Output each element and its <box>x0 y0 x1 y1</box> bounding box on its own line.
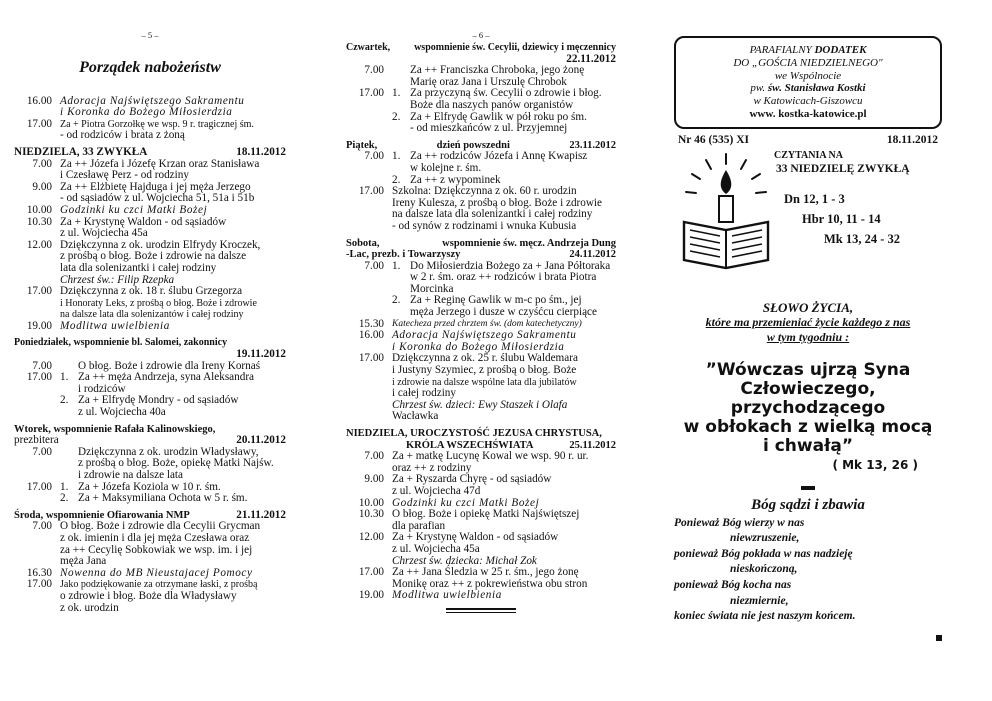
schedule-line <box>14 568 286 580</box>
gospel-quote <box>674 361 942 456</box>
schedule-time <box>346 112 392 124</box>
schedule-time <box>14 251 60 263</box>
schedule-text: Za ++ Jana Śledzia w 25 r. śm., jego żonę <box>392 566 579 579</box>
schedule-text: Adoracja Najświętszego Sakramentu <box>60 94 245 107</box>
day-entries <box>346 451 616 602</box>
schedule-time: 7.00 <box>32 157 52 170</box>
schedule-text: Wacławka <box>392 410 439 423</box>
page-number: – 6 – <box>472 30 490 40</box>
schedule-time <box>14 395 60 407</box>
issue-number: Nr 46 (535) XI <box>678 133 750 146</box>
end-square <box>936 635 942 641</box>
poem-line: ponieważ Bóg kocha nas <box>674 578 792 591</box>
candle-bible-icon <box>678 150 774 270</box>
schedule-text: z ok. urodzin <box>60 601 119 614</box>
schedule-text: Dziękczynna z ok. urodzin Elfrydy Kroczek, <box>60 238 261 251</box>
schedule-text: Za ++ Józefa i Józefę Krzan oraz Stanisława <box>60 157 260 170</box>
poem-line: koniec świata nie jest naszym końcem. <box>674 610 856 623</box>
schedule-line <box>346 590 616 602</box>
schedule-time: 7.00 <box>32 520 52 533</box>
day-date: 22.11.2012 <box>566 52 616 65</box>
day-heading: Poniedziałek, wspomnienie bl. Salomei, zakonnicy <box>14 337 228 349</box>
word-of-life: SŁOWO ŻYCIA, które ma przemieniać życie każdego z nas w tym tygodniu : <box>705 300 911 345</box>
schedule-number: 2. <box>392 110 401 123</box>
schedule-line <box>346 186 616 198</box>
schedule-text: Za + Piotra Gorzołkę we wsp. 9 r. tragicznej śm. <box>60 118 254 130</box>
schedule-text: Modlitwa uwielbienia <box>392 589 502 602</box>
reading-3: Mk 13, 24 - 32 <box>824 232 901 247</box>
day-subheading: -Lac, prezb. i Towarzyszy 24.11.2012 <box>346 249 616 261</box>
schedule-text: Za + Reginę Gawlik w m-c po śm., jej <box>410 294 582 307</box>
schedule-line <box>14 228 286 240</box>
schedule-number <box>392 123 410 135</box>
quote-line: i chwałą” <box>762 436 854 457</box>
schedule-time <box>14 603 60 615</box>
schedule-number: 1. <box>392 150 401 163</box>
schedule-line <box>346 411 616 423</box>
schedule-time: 17.00 <box>358 566 384 579</box>
schedule-number: 2. <box>60 492 69 505</box>
schedule-text: Modlitwa uwielbienia <box>60 319 170 332</box>
schedule-time <box>346 486 392 498</box>
schedule-time: 7.00 <box>364 150 384 163</box>
schedule-text: Ireny Kulesza, z prośbą o błog. Boże i zdrowie <box>392 196 603 209</box>
schedule-line <box>14 107 286 119</box>
schedule-text: i Justyny Szymiec, z prośbą o błog. Boże <box>392 364 577 377</box>
day-entries <box>346 319 616 423</box>
schedule-number: 1. <box>392 259 401 272</box>
schedule-text: i zdrowie na dalsze wspólne lata dla jubilatów <box>392 376 577 388</box>
schedule-time: 12.00 <box>26 238 52 251</box>
schedule-text: O błog. Boże i zdrowie dla Cecylii Grycman <box>60 520 261 533</box>
poem-line: Ponieważ Bóg wierzy w nas <box>674 516 805 529</box>
schedule-text: z ul. Wojciecha 40a <box>78 406 166 419</box>
poem <box>674 516 942 625</box>
poem-line: ponieważ Bóg pokłada w nas nadzieję <box>674 547 853 560</box>
schedule-time: 19.00 <box>358 589 384 602</box>
schedule-text: Za ++ z wypominek <box>410 173 501 186</box>
reading-1: Dn 12, 1 - 3 <box>784 192 845 207</box>
schedule-time: 7.00 <box>32 445 52 458</box>
schedule-time: 19.00 <box>26 319 52 332</box>
schedule-time: 7.00 <box>364 450 384 463</box>
schedule-line <box>346 474 616 486</box>
poem-line: niezmiernie, <box>730 594 789 607</box>
schedule-line <box>346 544 616 556</box>
schedule-time <box>14 298 60 310</box>
masthead-line <box>680 95 936 108</box>
left-column <box>14 30 286 614</box>
schedule-text: i Czesławę Perz - od rodziny <box>60 169 189 182</box>
schedule-time: 7.00 <box>364 259 384 272</box>
schedule-time <box>346 209 392 221</box>
schedule-time: 17.00 <box>26 371 52 384</box>
schedule-text: Za + matkę Lucynę Kowal we wsp. 90 r. ur. <box>392 450 589 463</box>
schedule-line <box>14 205 286 217</box>
day-subheading: KRÓLA WSZECHŚWIATA 25.11.2012 <box>406 439 616 451</box>
schedule-number <box>392 100 410 112</box>
schedule-line <box>14 286 286 298</box>
schedule-line <box>14 263 286 275</box>
schedule-text: Do Miłosierdzia Bożego za + Jana Półtoraka <box>410 259 611 272</box>
schedule-number <box>392 307 410 319</box>
schedule-time: 17.00 <box>26 117 52 130</box>
masthead-line <box>680 82 936 95</box>
day-subheading: prezbitera 20.11.2012 <box>14 434 286 447</box>
readings-subtitle: 33 NIEDZIELĘ ZWYKŁĄ <box>776 163 910 176</box>
schedule-line <box>14 321 286 333</box>
schedule-text: na dalsze lata dla solenizantki i całej rodziny <box>392 208 593 221</box>
schedule-line <box>346 400 616 412</box>
schedule-time: 7.00 <box>32 359 52 372</box>
schedule-time: 15.30 <box>358 317 384 330</box>
day-entries <box>346 186 616 232</box>
schedule-number <box>60 407 78 419</box>
schedule-number <box>392 65 410 77</box>
schedule-text: - od mieszkańców z ul. Przyjemnej <box>410 122 568 135</box>
schedule-text: Boże dla naszych panów organistów <box>410 98 574 111</box>
schedule-time <box>346 284 392 296</box>
schedule-line <box>14 130 286 142</box>
schedule-line <box>346 123 616 135</box>
schedule-time <box>346 411 392 423</box>
masthead-box <box>674 36 942 129</box>
schedule-time <box>14 170 60 182</box>
schedule-time <box>14 556 60 568</box>
schedule-time <box>346 272 392 284</box>
schedule-number: 1. <box>392 87 401 100</box>
day-entries <box>346 261 616 319</box>
schedule-text: Chrzest św. dzieci: Ewy Staszek i Olafa <box>392 398 568 411</box>
schedule-text: Adoracja Najświętszego Sakramentu <box>392 329 577 342</box>
schedule-line <box>346 221 616 233</box>
day-heading: Środa, wspomnienie Ofiarowania NMP 21.11.2012 <box>14 508 286 521</box>
day-heading: NIEDZIELA, UROCZYSTOŚĆ JEZUSA CHRYSTUSA, <box>346 428 602 439</box>
day-heading: Sobota, wspomnienie św. męcz. Andrzeja Dung <box>346 237 616 249</box>
schedule-line <box>346 100 616 112</box>
schedule-text: Marię oraz Jana i Urszulę Chrobok <box>410 75 567 88</box>
schedule-line <box>14 217 286 229</box>
schedule-line <box>14 470 286 482</box>
masthead-bold: DODATEK <box>814 44 867 56</box>
quote-line: Człowieczego, przychodzącego <box>730 379 886 419</box>
schedule-text: O błog. Boże i opiekę Matki Najświętszej <box>392 508 580 521</box>
schedule-time: 9.00 <box>32 180 52 193</box>
schedule-text: o zdrowie i błog. Boże dla Władysławy <box>60 589 237 602</box>
section-title: Porządek nabożeństw <box>79 59 221 76</box>
schedule-time <box>346 544 392 556</box>
schedule-text: dla parafian <box>392 519 446 532</box>
schedule-text: O błog. Boże i zdrowie dla Ireny Kornaś <box>78 359 261 372</box>
schedule-number <box>392 272 410 284</box>
schedule-text: Za ++ Franciszka Chroboka, jego żonę <box>410 64 585 77</box>
reading-2: Hbr 10, 11 - 14 <box>802 212 881 227</box>
schedule-time: 17.00 <box>26 285 52 298</box>
schedule-line <box>346 486 616 498</box>
masthead-text: PARAFIALNY <box>749 44 815 56</box>
schedule-line <box>346 509 616 521</box>
schedule-time <box>346 388 392 400</box>
schedule-text: męża Jana <box>60 555 107 568</box>
schedule-time <box>14 470 60 482</box>
schedule-text: za ++ Cecylię Sobkowiak we wsp. im. i jej <box>60 543 253 556</box>
schedule-time: 16.00 <box>26 94 52 107</box>
schedule-text: Monikę oraz ++ z pokrewieństwa obu stron <box>392 577 588 590</box>
schedule-time: 17.00 <box>358 185 384 198</box>
schedule-text: z ul. Wojciecha 45a <box>392 542 480 555</box>
schedule-line <box>14 493 286 505</box>
schedule-line <box>346 307 616 319</box>
schedule-time: 10.30 <box>26 215 52 228</box>
schedule-number <box>60 447 78 459</box>
schedule-text: Za + Krystynę Waldon - od sąsiadów <box>392 531 559 544</box>
schedule-number <box>60 458 78 470</box>
schedule-line <box>346 272 616 284</box>
schedule-line <box>346 567 616 579</box>
day-entries <box>14 159 286 333</box>
schedule-text: z ul. Wojciecha 45a <box>60 227 148 240</box>
schedule-text: w 2 r. śm. oraz ++ rodziców i brata Piotra <box>410 271 597 284</box>
masthead-line <box>680 57 936 70</box>
schedule-time <box>346 400 392 412</box>
poem-title: Bóg sądzi i zbawia <box>751 496 865 513</box>
schedule-time: 7.00 <box>364 64 384 77</box>
schedule-time <box>14 228 60 240</box>
schedule-text: Za + Józefa Koziola w 10 r. śm. <box>78 480 221 493</box>
schedule-text: Za + Elfrydę Mondry - od sąsiadów <box>78 394 239 407</box>
schedule-time <box>346 295 392 307</box>
schedule-text: Dziękczynna z ok. 25 r. ślubu Waldemara <box>392 352 578 365</box>
schedule-time: 16.30 <box>26 566 52 579</box>
schedule-text: i Koronka do Bożego Miłosierdzia <box>60 106 233 119</box>
day-heading: NIEDZIELA, 33 ZWYKŁA 18.11.2012 <box>14 145 286 158</box>
schedule-time: 10.30 <box>358 508 384 521</box>
schedule-number <box>392 163 410 175</box>
poem-line: niewzruszenie, <box>730 532 800 545</box>
masthead-text: w Katowicach-Giszowcu <box>753 95 863 108</box>
schedule-time <box>346 198 392 210</box>
schedule-text: Za + Elfrydę Gawlik w pół roku po śm. <box>410 110 587 123</box>
schedule-text: z prośbą o błog. Boże i zdrowie na dalsze <box>60 250 247 263</box>
schedule-text: Za + Krystynę Waldon - od sąsiadów <box>60 215 227 228</box>
schedule-text: - od synów z rodzinami i wnuka Kubusia <box>392 219 577 232</box>
schedule-time <box>346 100 392 112</box>
masthead-line <box>680 44 936 57</box>
issue-date: 18.11.2012 <box>886 133 938 146</box>
middle-column <box>346 30 616 613</box>
schedule-line <box>346 365 616 377</box>
masthead-bold: www. kostka-katowice.pl <box>749 107 867 120</box>
schedule-text: Za + Maksymiliana Ochota w 5 r. śm. <box>78 492 248 505</box>
schedule-text: Szkolna: Dziękczynna z ok. 60 r. urodzin <box>392 185 577 198</box>
schedule-line <box>14 372 286 384</box>
masthead-text: pw. <box>750 82 768 95</box>
issue-line <box>674 135 942 147</box>
schedule-text: oraz ++ z rodziny <box>392 461 472 474</box>
schedule-text: Godzinki ku czci Matki Bożej <box>392 496 540 509</box>
schedule-time <box>346 307 392 319</box>
schedule-time <box>346 221 392 233</box>
readings-block <box>674 146 942 296</box>
schedule-time <box>14 384 60 396</box>
schedule-number: 1. <box>60 480 69 493</box>
day-entries <box>346 151 616 186</box>
schedule-text: męża Jerzego i dusze w czyśćcu cierpiące <box>410 306 597 319</box>
schedule-time <box>14 130 60 142</box>
schedule-text: Dziękczynna z ok. urodzin Władysławy, <box>78 445 259 458</box>
schedule-line <box>14 533 286 545</box>
schedule-line <box>14 170 286 182</box>
schedule-text: Chrzest św. dziecka: Michał Zok <box>392 554 537 567</box>
schedule-number: 1. <box>60 371 69 384</box>
schedule-time <box>14 263 60 275</box>
schedule-text: i Honoraty Leks, z prośbą o błog. Boże i zdrowie <box>60 297 257 309</box>
schedule-number: 2. <box>392 173 401 186</box>
schedule-time: 17.00 <box>358 87 384 100</box>
right-column <box>674 36 942 625</box>
schedule-text: Nowenna do MB Nieustajacej Pomocy <box>60 566 253 579</box>
schedule-number <box>60 470 78 482</box>
schedule-time: 12.00 <box>358 531 384 544</box>
schedule-time: 10.00 <box>26 203 52 216</box>
schedule-time: 16.00 <box>358 329 384 342</box>
schedule-text: lata dla solenizantki i całej rodziny <box>60 261 217 274</box>
schedule-text: Za ++ Elżbietę Hajduga i jej męża Jerzego <box>60 180 251 193</box>
schedule-line <box>14 556 286 568</box>
schedule-text: z ok. imienin i dla jej męża Czesława oraz <box>60 531 250 544</box>
day-heading: Piątek, dzień powszedni 23.11.2012 <box>346 139 616 151</box>
schedule-text: i całej rodziny <box>392 387 456 400</box>
schedule-time <box>346 377 392 389</box>
schedule-text: i rodziców <box>78 382 126 395</box>
schedule-line <box>346 377 616 389</box>
schedule-time <box>346 123 392 135</box>
quote-line: w obłokach z wielką mocą <box>683 417 933 438</box>
schedule-time <box>14 533 60 545</box>
schedule-text: na dalsze lata dla solenizantów i całej rodziny <box>60 309 244 321</box>
day-entries <box>14 447 286 505</box>
schedule-time: 9.00 <box>364 473 384 486</box>
schedule-time <box>14 407 60 419</box>
intro-entries <box>14 96 286 142</box>
schedule-number: 2. <box>60 394 69 407</box>
schedule-time <box>14 591 60 603</box>
schedule-line <box>346 451 616 463</box>
schedule-text: z prośbą o błog. Boże, opiekę Matki Najśw. <box>78 457 274 470</box>
schedule-line <box>346 532 616 544</box>
schedule-line <box>14 298 286 310</box>
masthead-bold: św. Stanisława Kostki <box>767 82 866 95</box>
schedule-text: Za przyczyną św. Cecylii o zdrowie i błog. <box>410 87 602 100</box>
schedule-text: Za + Ryszarda Chyrę - od sąsiadów <box>392 473 552 486</box>
double-rule-divider <box>446 608 516 613</box>
schedule-time <box>14 458 60 470</box>
schedule-line <box>14 407 286 419</box>
masthead-line <box>680 70 936 83</box>
schedule-text: Katecheza przed chrztem św. (dom katechetyczny) <box>392 318 582 329</box>
day-date: 19.11.2012 <box>236 348 286 361</box>
schedule-text: i Koronka do Bożego Miłosierdzia <box>392 340 565 353</box>
schedule-text: Jako podziękowanie za otrzymane łaski, z prośbą <box>60 579 258 591</box>
day-entries <box>14 361 286 419</box>
page-number: – 5 – <box>141 30 159 40</box>
schedule-time <box>346 365 392 377</box>
schedule-line <box>346 163 616 175</box>
schedule-time: 17.00 <box>26 578 52 591</box>
day-entries <box>346 65 616 135</box>
quote-reference: ( Mk 13, 26 ) <box>832 458 918 473</box>
masthead-text: we Wspólnocie <box>774 69 842 82</box>
day-heading: Czwartek, wspomnienie św. Cecylii, dziewicy i męczennicy <box>346 42 616 53</box>
schedule-text: - od sąsiadów z ul. Wojciecha 51, 51a i 51b <box>60 192 255 205</box>
poem-line: nieskończoną, <box>730 563 798 576</box>
readings-title: CZYTANIA NA <box>774 150 843 162</box>
schedule-text: Chrzest św.: Filip Rzepka <box>60 273 175 286</box>
day-heading: Wtorek, wspomnienie Rafała Kalinowskiego, <box>14 423 216 435</box>
separator-dash <box>801 486 815 490</box>
quote-line: ”Wówczas ujrzą Syna <box>705 360 911 381</box>
schedule-time: 10.00 <box>358 496 384 509</box>
schedule-line <box>14 591 286 603</box>
schedule-time <box>346 163 392 175</box>
schedule-time <box>14 493 60 505</box>
schedule-text: w kolejne r. śm. <box>410 161 482 174</box>
schedule-text: z ul. Wojciecha 47d <box>392 484 481 497</box>
schedule-text: Za ++ męża Andrzeja, syna Aleksandra <box>78 371 255 384</box>
schedule-number: 2. <box>392 294 401 307</box>
schedule-text: i zdrowie na dalsze lata <box>78 469 183 481</box>
schedule-text: Za ++ rodziców Józefa i Annę Kwapisz <box>410 150 588 163</box>
day-entries <box>14 521 286 614</box>
schedule-line <box>14 545 286 557</box>
masthead-text: DO „GOŚCIA NIEDZIELNEGO" <box>733 56 883 69</box>
schedule-text: Morcinka <box>410 282 454 295</box>
schedule-line <box>14 603 286 615</box>
schedule-time <box>14 545 60 557</box>
masthead-line <box>680 108 936 121</box>
schedule-text: Dziękczynna z ok. 18 r. ślubu Grzegorza <box>60 285 243 298</box>
schedule-text: - od rodziców i brata z żoną <box>60 129 185 142</box>
schedule-text: Godzinki ku czci Matki Bożej <box>60 203 208 216</box>
schedule-time: 17.00 <box>26 480 52 493</box>
schedule-line <box>346 151 616 163</box>
schedule-time: 17.00 <box>358 352 384 365</box>
